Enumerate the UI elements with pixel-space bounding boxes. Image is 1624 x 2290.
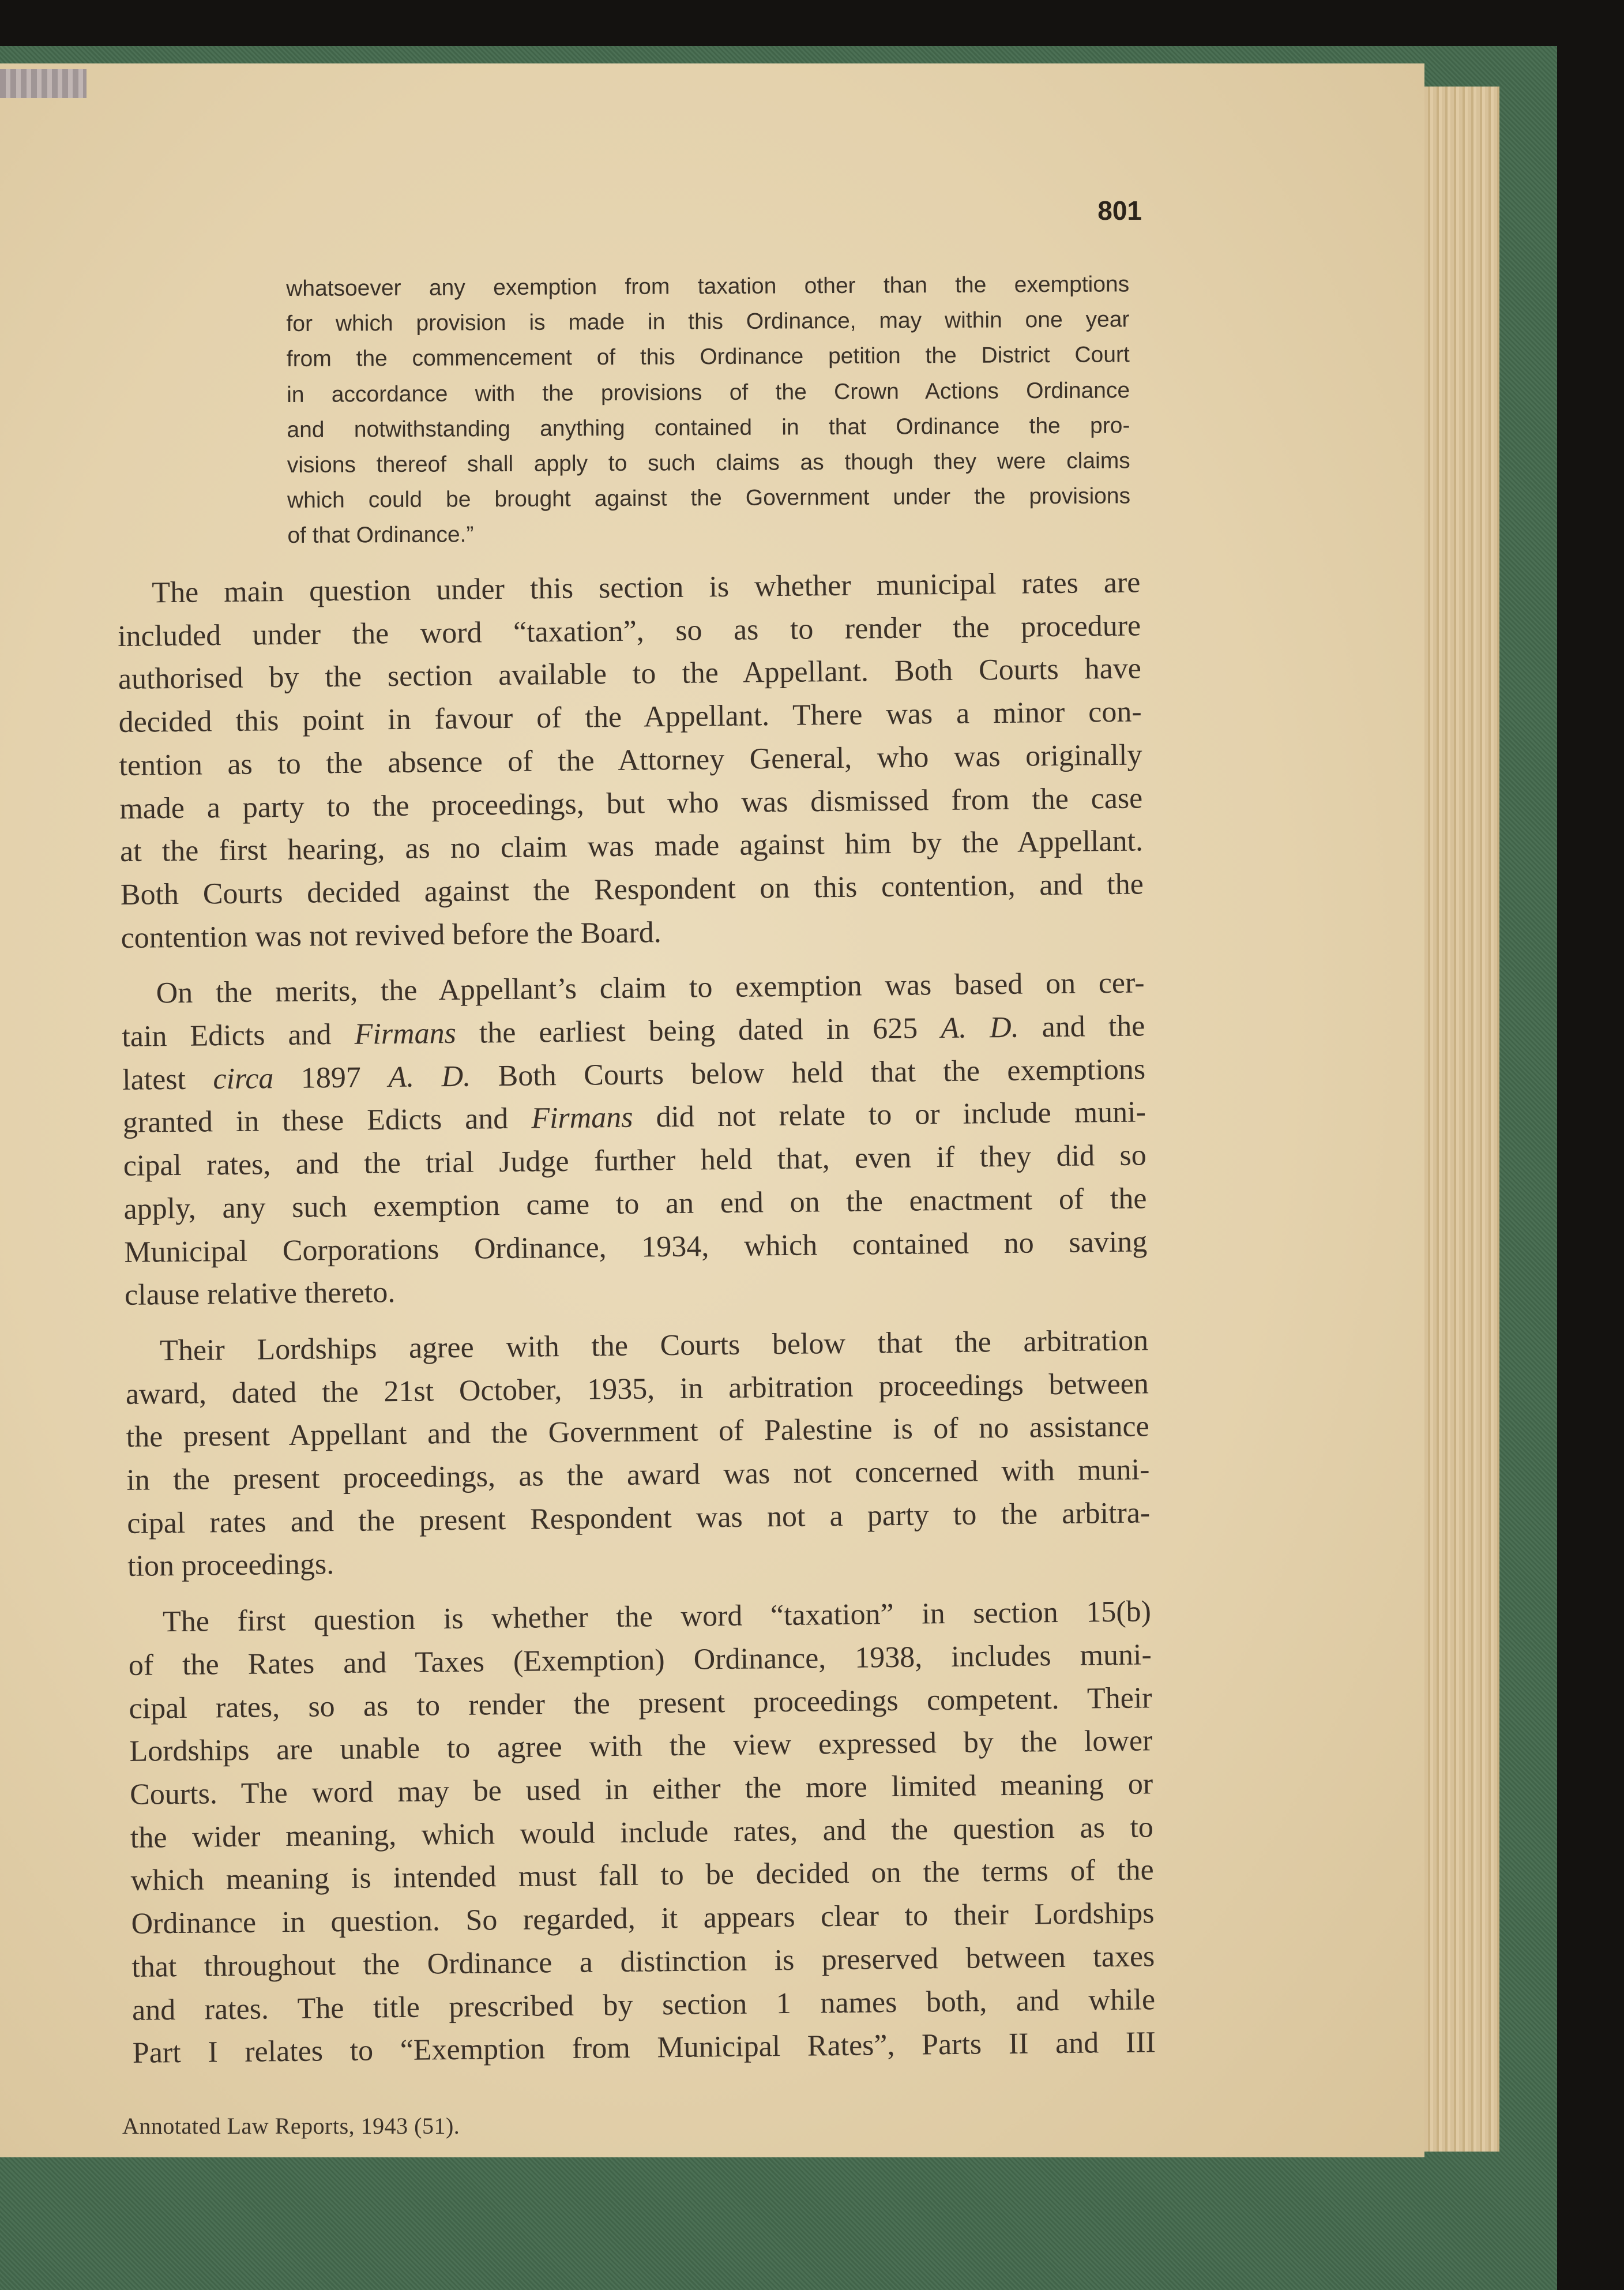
italic-term: Firmans — [354, 1016, 457, 1051]
quote-line: and notwithstanding anything contained in that Ordinance the pro- — [287, 413, 1130, 442]
paragraph-arbitration — [125, 1319, 1151, 1589]
text-line: made a party to the proceedings, but who was dismissed from the case — [119, 781, 1143, 825]
italic-term: A. D. — [388, 1060, 471, 1094]
text-line: Courts. The word may be used in either the more limited meaning or — [129, 1767, 1153, 1811]
text-line: apply, any such exemption came to an end on the enactment of the — [123, 1182, 1147, 1226]
text-line: tention as to the absence of the Attorney General, who was originally — [119, 738, 1142, 782]
text-line: The first question is whether the word “taxation” in section 15(b) — [162, 1595, 1152, 1639]
text-line: Lordships are unable to agree with the view expressed by the lower — [129, 1724, 1153, 1769]
text-line: Ordinance in question. So regarded, it appears clear to their Lordships — [131, 1897, 1155, 1940]
text-line: The main question under this section is whether municipal rates are — [152, 566, 1141, 610]
text-line: decided this point in favour of the Appellant. There was a minor con- — [118, 695, 1142, 739]
text-line: Their Lordships agree with the Courts below that the arbitration — [159, 1324, 1149, 1368]
text-line: at the first hearing, as no claim was made against him by the Appellant. — [119, 824, 1144, 869]
text-line: cipal rates, so as to render the present proceedings competent. Their — [129, 1681, 1152, 1725]
quote-line: visions thereof shall apply to such claims as though they were claims — [287, 448, 1130, 478]
italic-term: Firmans — [531, 1101, 633, 1135]
text-line: contention was not revived before the Board. — [121, 915, 662, 955]
paragraph-merits — [121, 962, 1148, 1317]
quote-line: whatsoever any exemption from taxation other than the exemptions — [286, 272, 1130, 301]
quote-line: from the commencement of this Ordinance petition the District Court — [286, 342, 1130, 372]
text-line: and rates. The title prescribed by section 1 names both, and while — [131, 1983, 1156, 2027]
text-line: cipal rates, and the trial Judge further held that, even if they did so — [123, 1139, 1146, 1183]
text-line: Municipal Corporations Ordinance, 1934, which contained no saving — [124, 1225, 1148, 1269]
text-line: which meaning is intended must fall to be decided on the terms of the — [130, 1853, 1154, 1898]
quoted-ordinance-text — [286, 266, 1131, 553]
quote-line: which could be brought against the Government under the provisions — [287, 483, 1131, 513]
text-line: latest circa 1897 A. D. Both Courts below held that the exemptions — [122, 1053, 1146, 1097]
quote-line: of that Ordinance.” — [287, 522, 474, 549]
text-line: tain Edicts and Firmans the earliest being dated in 625 A. D. and the — [122, 1009, 1145, 1053]
italic-term: A. D. — [940, 1011, 1019, 1045]
quote-line: in accordance with the provisions of the Crown Actions Ordinance — [287, 377, 1130, 407]
judgment-body — [117, 561, 1156, 2088]
page-number: 801 — [1097, 196, 1142, 226]
italic-term: circa — [213, 1061, 274, 1096]
binding-thread — [0, 69, 87, 98]
footer-citation: Annotated Law Reports, 1943 (51). — [122, 2113, 460, 2139]
text-line: On the merits, the Appellant’s claim to exemption was based on cer- — [156, 966, 1145, 1010]
paragraph-first-question — [128, 1590, 1156, 2075]
paragraph-main-question — [117, 561, 1144, 960]
text-line: Both Courts decided against the Respondent on this contention, and the — [120, 868, 1144, 911]
text-line: of the Rates and Taxes (Exemption) Ordinance, 1938, includes muni- — [128, 1638, 1152, 1682]
text-line: in the present proceedings, as the award was not concerned with muni- — [126, 1453, 1150, 1497]
text-line: cipal rates and the present Respondent was not a party to the arbitra- — [126, 1496, 1151, 1540]
text-line: the present Appellant and the Government of Palestine is of no assistance — [126, 1410, 1149, 1454]
quote-line: for which provision is made in this Ordinance, may within one year — [286, 307, 1130, 337]
text-line: included under the word “taxation”, so as to render the procedure — [117, 609, 1141, 653]
text-line: award, dated the 21st October, 1935, in arbitration proceedings between — [125, 1367, 1149, 1411]
text-line: authorised by the section available to the Appellant. Both Courts have — [118, 652, 1142, 696]
text-line: clause relative thereto. — [124, 1276, 396, 1312]
text-line: the wider meaning, which would include rates, and the question as to — [130, 1810, 1154, 1854]
text-line: granted in these Edicts and Firmans did not relate to or include muni- — [122, 1095, 1146, 1140]
text-line: Part I relates to “Exemption from Municipal Rates”, Parts II and III — [132, 2026, 1156, 2070]
text-line: that throughout the Ordinance a distinction is preserved between taxes — [131, 1940, 1155, 1984]
text-line: tion proceedings. — [127, 1548, 334, 1583]
